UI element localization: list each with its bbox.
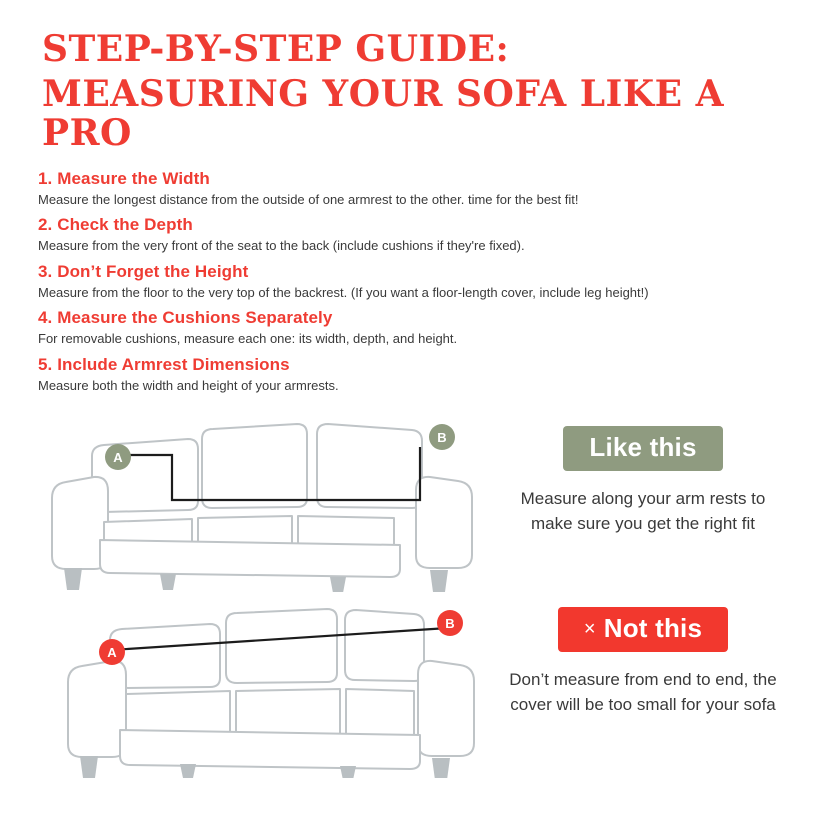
callout-incorrect bbox=[493, 607, 793, 717]
like-this-text: Measure along your arm rests to make sure you get the right fit bbox=[520, 489, 766, 533]
step-4-heading: 4. Measure the Cushions Separately bbox=[38, 308, 333, 328]
step-3-heading: 3. Don’t Forget the Height bbox=[38, 261, 249, 281]
illustration-area bbox=[0, 402, 823, 792]
step-1-heading: 1. Measure the Width bbox=[38, 168, 210, 188]
step-item bbox=[38, 215, 791, 255]
not-this-badge-label: Not this bbox=[603, 613, 703, 644]
step-2-text: Measure from the very front of the seat to the back (include cushions if they're fixed). bbox=[38, 238, 525, 254]
steps-list bbox=[0, 153, 823, 395]
title-line-1: STEP-BY-STEP GUIDE: bbox=[42, 28, 510, 70]
sofa-illustration-incorrect bbox=[30, 598, 480, 783]
sofa-illustration-correct bbox=[30, 412, 480, 597]
page-title bbox=[0, 0, 823, 153]
step-3-text: Measure from the floor to the very top of the backrest. (If you want a floor-length cover, include leg height!) bbox=[38, 284, 649, 300]
marker-a-correct-label: A bbox=[113, 450, 123, 466]
marker-b-incorrect-label: B bbox=[445, 616, 455, 632]
marker-b-correct-label: B bbox=[437, 430, 447, 446]
like-this-badge: Like this bbox=[563, 426, 722, 471]
not-this-badge bbox=[558, 607, 728, 652]
step-5-text: Measure both the width and height of your armrests. bbox=[38, 377, 339, 393]
close-icon: × bbox=[583, 618, 596, 641]
step-5-heading: 5. Include Armrest Dimensions bbox=[38, 354, 290, 374]
title-line-2: MEASURING YOUR SOFA LIKE A PRO bbox=[42, 72, 725, 154]
step-item bbox=[38, 355, 791, 395]
step-item bbox=[38, 262, 791, 302]
step-item bbox=[38, 169, 791, 209]
step-1-text: Measure the longest distance from the outside of one armrest to the other. time for the best fit! bbox=[38, 191, 579, 207]
step-4-text: For removable cushions, measure each one: its width, depth, and height. bbox=[38, 331, 458, 347]
marker-a-incorrect-label: A bbox=[107, 645, 117, 661]
step-item bbox=[38, 308, 791, 348]
callout-correct bbox=[493, 426, 793, 536]
step-2-heading: 2. Check the Depth bbox=[38, 215, 193, 235]
not-this-text: Don’t measure from end to end, the cover will be too small for your sofa bbox=[509, 670, 777, 714]
